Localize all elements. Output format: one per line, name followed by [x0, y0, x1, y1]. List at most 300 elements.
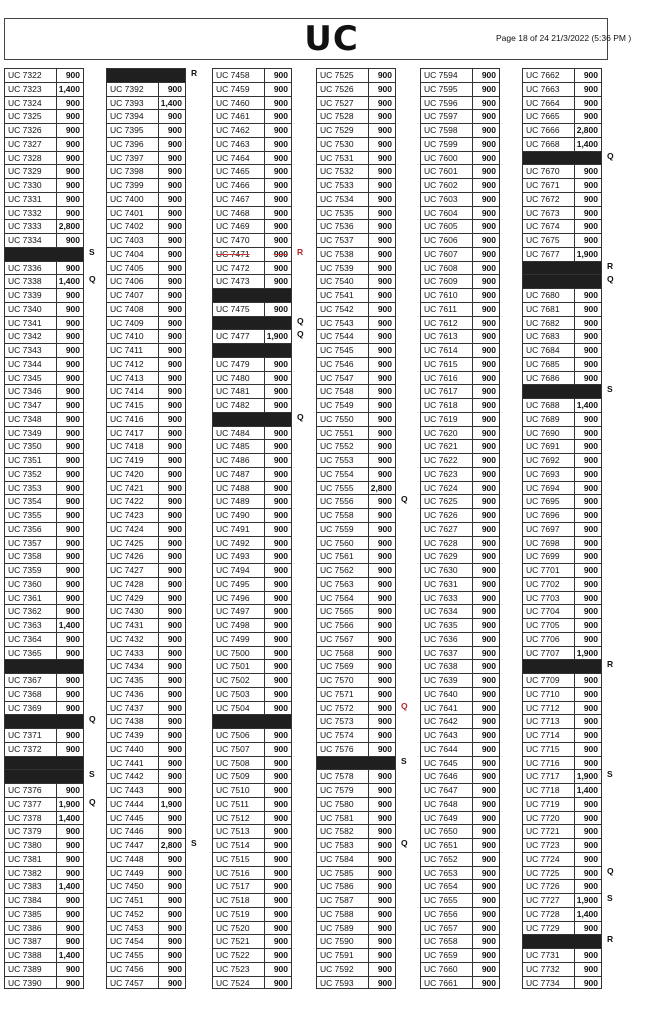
unit-value — [575, 152, 601, 165]
unit-code: UC 7571 — [317, 688, 369, 701]
status-mark: S — [191, 838, 197, 848]
table-row — [106, 274, 186, 288]
unit-code: UC 7613 — [421, 330, 473, 343]
unit-value — [57, 757, 83, 770]
table-row — [4, 206, 84, 220]
unit-code: UC 7605 — [421, 220, 473, 233]
unit-code: UC 7646 — [421, 770, 473, 783]
unit-code: UC 7585 — [317, 867, 369, 880]
table-row — [522, 522, 602, 536]
table-row — [316, 563, 396, 577]
blacked-out-row — [106, 68, 198, 82]
unit-value: 900 — [377, 331, 392, 342]
unit-code: UC 7513 — [213, 825, 265, 838]
unit-value: 900 — [65, 647, 80, 658]
unit-value: 900 — [583, 565, 598, 575]
unit-value: 900 — [583, 578, 598, 589]
table-row — [106, 522, 186, 536]
table-row — [420, 921, 500, 935]
unit-code: UC 7691 — [523, 440, 575, 453]
table-row — [420, 96, 500, 110]
unit-code: UC 7719 — [523, 798, 575, 811]
table-row — [4, 68, 84, 82]
unit-code: UC 7499 — [213, 633, 265, 646]
unit-code: UC 7530 — [317, 138, 369, 151]
unit-value: 900 — [273, 303, 288, 314]
unit-value: 900 — [377, 702, 392, 713]
table-row — [212, 659, 292, 673]
unit-value — [57, 660, 83, 673]
status-mark: Q — [297, 329, 304, 340]
unit-code: UC 7548 — [317, 385, 369, 398]
unit-value: 900 — [167, 551, 182, 562]
table-row — [212, 68, 292, 82]
unit-value: 900 — [583, 853, 598, 864]
unit-value: 900 — [481, 908, 496, 919]
table-row — [212, 701, 292, 715]
table-row — [212, 274, 292, 288]
unit-code: UC 7482 — [213, 399, 265, 412]
code-column — [4, 68, 96, 989]
unit-value — [57, 248, 83, 261]
table-row — [420, 659, 500, 673]
unit-value: 900 — [167, 853, 182, 864]
unit-code: UC 7590 — [317, 935, 369, 948]
table-row — [4, 962, 84, 976]
table-row — [4, 921, 84, 935]
unit-value: 900 — [377, 895, 392, 905]
table-row — [212, 673, 292, 687]
table-row — [420, 852, 500, 866]
table-row — [106, 82, 186, 96]
unit-value: 900 — [377, 688, 392, 699]
unit-code: UC 7364 — [5, 633, 57, 646]
unit-code: UC 7688 — [523, 399, 575, 412]
table-row — [4, 481, 84, 495]
table-row — [420, 811, 500, 825]
unit-value: 900 — [65, 606, 80, 617]
unit-value: 900 — [167, 936, 182, 947]
unit-value: 900 — [377, 138, 392, 149]
unit-value: 900 — [583, 826, 598, 837]
unit-value: 900 — [583, 840, 598, 850]
unit-code: UC 7336 — [5, 262, 57, 275]
unit-value — [57, 770, 83, 783]
table-row — [522, 426, 602, 440]
unit-value: 900 — [167, 647, 182, 658]
unit-code: UC 7608 — [421, 262, 473, 275]
table-row — [316, 811, 396, 825]
code-column — [316, 68, 408, 989]
unit-value: 900 — [481, 675, 496, 685]
unit-code: UC 7511 — [213, 798, 265, 811]
table-row — [4, 893, 84, 907]
unit-value: 900 — [273, 248, 288, 259]
table-row — [420, 714, 500, 728]
unit-code: UC 7540 — [317, 275, 369, 288]
unit-value: 900 — [377, 468, 392, 479]
unit-value: 900 — [377, 207, 392, 218]
unit-value: 900 — [273, 812, 288, 823]
unit-code: UC 7502 — [213, 674, 265, 687]
unit-code: UC 7430 — [107, 605, 159, 618]
unit-value: 900 — [583, 620, 598, 630]
unit-value: 900 — [65, 565, 80, 575]
unit-value: 900 — [481, 317, 496, 328]
unit-code: UC 7570 — [317, 674, 369, 687]
unit-code: UC 7497 — [213, 605, 265, 618]
unit-code: UC 7322 — [5, 69, 57, 82]
table-row — [420, 632, 500, 646]
unit-code: UC 7725 — [523, 867, 575, 880]
unit-value: 900 — [273, 482, 288, 493]
unit-code: UC 7466 — [213, 179, 265, 192]
unit-code: UC 7636 — [421, 633, 473, 646]
unit-value: 900 — [377, 97, 392, 108]
table-row — [106, 824, 186, 838]
unit-code: UC 7330 — [5, 179, 57, 192]
table-row — [106, 96, 186, 110]
unit-value: 1,400 — [576, 138, 598, 149]
unit-value: 900 — [583, 111, 598, 122]
unit-code: UC 7690 — [523, 427, 575, 440]
unit-value: 900 — [273, 372, 288, 383]
blacked-out-row — [522, 274, 614, 288]
table-row — [212, 824, 292, 838]
table-row — [420, 302, 500, 316]
table-row — [106, 412, 186, 426]
table-row — [212, 453, 292, 467]
unit-value: 900 — [583, 97, 598, 108]
table-row — [4, 151, 84, 165]
unit-code: UC 7403 — [107, 234, 159, 247]
unit-value: 900 — [167, 716, 182, 727]
unit-value: 900 — [377, 427, 392, 438]
unit-value: 900 — [167, 235, 182, 245]
table-row — [316, 536, 396, 550]
unit-code: UC 7471 — [213, 248, 265, 261]
status-mark: R — [297, 246, 304, 257]
blacked-out-row — [212, 315, 304, 330]
table-row — [316, 728, 396, 742]
table-row — [4, 371, 84, 385]
unit-value: 900 — [481, 372, 496, 383]
table-row — [212, 811, 292, 825]
blacked-out-row — [522, 150, 614, 165]
unit-value: 1,400 — [576, 785, 598, 795]
unit-value: 900 — [273, 661, 288, 672]
unit-value: 2,800 — [160, 840, 182, 850]
unit-code: UC 7393 — [107, 97, 159, 110]
table-row — [106, 371, 186, 385]
table-row — [212, 591, 292, 605]
unit-value: 900 — [377, 193, 392, 204]
table-row — [212, 246, 304, 261]
table-row — [212, 879, 292, 893]
table-row — [316, 742, 396, 756]
table-row — [4, 577, 84, 591]
unit-code — [107, 69, 159, 82]
table-row — [316, 357, 396, 371]
table-row — [4, 329, 84, 343]
table-row — [522, 467, 602, 481]
unit-value: 900 — [583, 207, 598, 218]
table-row — [522, 879, 602, 893]
table-row — [522, 563, 602, 577]
table-row — [4, 866, 84, 880]
unit-value: 900 — [273, 798, 288, 809]
unit-code: UC 7559 — [317, 523, 369, 536]
unit-code: UC 7343 — [5, 344, 57, 357]
unit-code: UC 7612 — [421, 317, 473, 330]
unit-code: UC 7655 — [421, 894, 473, 907]
unit-code: UC 7356 — [5, 523, 57, 536]
unit-value: 900 — [167, 152, 182, 163]
table-row — [4, 137, 84, 151]
table-row — [316, 907, 396, 921]
unit-value: 900 — [273, 592, 288, 603]
table-row — [316, 288, 396, 302]
unit-code: UC 7582 — [317, 825, 369, 838]
unit-code: UC 7479 — [213, 358, 265, 371]
unit-code: UC 7695 — [523, 495, 575, 508]
table-row — [4, 742, 84, 756]
unit-code: UC 7454 — [107, 935, 159, 948]
unit-code: UC 7523 — [213, 963, 265, 976]
unit-value: 900 — [273, 565, 288, 575]
status-mark: Q — [401, 700, 408, 711]
table-row — [212, 742, 292, 756]
unit-value: 900 — [167, 785, 182, 795]
unit-value: 900 — [481, 482, 496, 493]
unit-code — [523, 660, 575, 673]
unit-code: UC 7558 — [317, 509, 369, 522]
unit-value: 900 — [583, 455, 598, 465]
unit-code: UC 7631 — [421, 578, 473, 591]
unit-code: UC 7503 — [213, 688, 265, 701]
unit-value: 900 — [481, 606, 496, 617]
table-row — [522, 591, 602, 605]
table-row — [522, 219, 602, 233]
table-row — [212, 976, 292, 990]
table-row — [106, 247, 186, 261]
unit-value: 900 — [377, 633, 392, 644]
unit-code: UC 7628 — [421, 537, 473, 550]
unit-value: 900 — [583, 881, 598, 892]
table-row — [106, 659, 186, 673]
table-row — [420, 412, 500, 426]
unit-value: 900 — [273, 207, 288, 218]
unit-code: UC 7615 — [421, 358, 473, 371]
unit-code: UC 7350 — [5, 440, 57, 453]
unit-value: 900 — [167, 303, 182, 314]
unit-code: UC 7573 — [317, 715, 369, 728]
table-row — [522, 728, 602, 742]
table-row — [522, 439, 602, 453]
unit-value: 900 — [377, 950, 392, 960]
unit-value: 900 — [65, 592, 80, 603]
table-row — [106, 769, 186, 783]
unit-value: 900 — [65, 537, 80, 548]
table-row — [522, 769, 613, 783]
unit-value: 900 — [481, 950, 496, 960]
table-row — [522, 701, 602, 715]
unit-value: 900 — [583, 688, 598, 699]
unit-code: UC 7597 — [421, 110, 473, 123]
unit-value: 900 — [167, 565, 182, 575]
unit-code: UC 7550 — [317, 413, 369, 426]
unit-code: UC 7534 — [317, 193, 369, 206]
unit-value: 900 — [481, 345, 496, 355]
table-row — [420, 907, 500, 921]
table-row — [420, 178, 500, 192]
unit-code: UC 7475 — [213, 303, 265, 316]
unit-code: UC 7699 — [523, 550, 575, 563]
table-row — [316, 137, 396, 151]
table-row — [522, 673, 602, 687]
code-column — [212, 68, 304, 989]
unit-code: UC 7627 — [421, 523, 473, 536]
table-row — [4, 109, 84, 123]
unit-value: 900 — [481, 620, 496, 630]
table-row — [316, 673, 396, 687]
unit-value: 900 — [273, 950, 288, 960]
unit-code: UC 7463 — [213, 138, 265, 151]
table-row — [316, 371, 396, 385]
unit-value: 900 — [377, 345, 392, 355]
unit-code: UC 7361 — [5, 592, 57, 605]
unit-code: UC 7731 — [523, 949, 575, 962]
unit-value: 900 — [65, 235, 80, 245]
unit-code: UC 7342 — [5, 330, 57, 343]
unit-value: 1,400 — [576, 908, 598, 919]
unit-value: 900 — [273, 386, 288, 397]
unit-value: 900 — [583, 730, 598, 740]
unit-value: 900 — [167, 730, 182, 740]
unit-value: 900 — [167, 510, 182, 520]
unit-code: UC 7405 — [107, 262, 159, 275]
unit-code: UC 7592 — [317, 963, 369, 976]
unit-code: UC 7643 — [421, 729, 473, 742]
unit-code: UC 7576 — [317, 743, 369, 756]
table-row — [420, 701, 500, 715]
table-row — [106, 439, 186, 453]
unit-value: 900 — [273, 702, 288, 713]
table-row — [316, 467, 396, 481]
table-row — [212, 783, 292, 797]
unit-value: 2,800 — [576, 125, 598, 135]
unit-code: UC 7409 — [107, 317, 159, 330]
unit-code: UC 7485 — [213, 440, 265, 453]
unit-value — [575, 385, 601, 398]
unit-code: UC 7618 — [421, 399, 473, 412]
table-row — [106, 934, 186, 948]
unit-value: 900 — [377, 620, 392, 630]
unit-code: UC 7395 — [107, 124, 159, 137]
unit-value: 900 — [481, 262, 496, 273]
unit-code: UC 7435 — [107, 674, 159, 687]
unit-value: 900 — [583, 427, 598, 438]
unit-code: UC 7431 — [107, 619, 159, 632]
unit-code: UC 7399 — [107, 179, 159, 192]
table-row — [4, 82, 84, 96]
table-row — [4, 412, 84, 426]
unit-code: UC 7727 — [523, 894, 575, 907]
unit-code: UC 7352 — [5, 468, 57, 481]
unit-code: UC 7383 — [5, 880, 57, 893]
unit-code: UC 7515 — [213, 853, 265, 866]
unit-value: 900 — [167, 358, 182, 369]
table-row — [4, 453, 84, 467]
unit-code: UC 7404 — [107, 248, 159, 261]
table-row — [522, 82, 602, 96]
table-row — [522, 838, 602, 852]
unit-value: 900 — [273, 441, 288, 452]
unit-code: UC 7709 — [523, 674, 575, 687]
unit-value: 900 — [65, 523, 80, 534]
unit-code: UC 7728 — [523, 908, 575, 921]
unit-code: UC 7555 — [317, 482, 369, 495]
table-row — [106, 742, 186, 756]
table-row — [420, 453, 500, 467]
page-info: Page 18 of 24 21/3/2022 (5:36 PM ) — [496, 33, 632, 43]
unit-code: UC 7661 — [421, 977, 473, 989]
unit-value: 900 — [481, 812, 496, 823]
unit-value: 900 — [65, 138, 80, 149]
unit-value: 900 — [167, 977, 182, 988]
table-row — [212, 934, 292, 948]
unit-value: 900 — [273, 620, 288, 630]
unit-code — [523, 152, 575, 165]
unit-code: UC 7607 — [421, 248, 473, 261]
unit-code: UC 7451 — [107, 894, 159, 907]
table-row — [316, 206, 396, 220]
table-row — [316, 508, 396, 522]
unit-code: UC 7720 — [523, 812, 575, 825]
status-mark: Q — [607, 274, 614, 285]
unit-code: UC 7716 — [523, 757, 575, 770]
unit-code: UC 7684 — [523, 344, 575, 357]
table-row — [316, 659, 396, 673]
unit-value: 900 — [377, 936, 392, 947]
unit-value — [575, 935, 601, 948]
table-row — [106, 701, 186, 715]
table-row — [522, 206, 602, 220]
unit-code: UC 7586 — [317, 880, 369, 893]
unit-value: 900 — [377, 867, 392, 878]
unit-code: UC 7348 — [5, 413, 57, 426]
table-row — [106, 219, 186, 233]
table-row — [316, 522, 396, 536]
unit-value: 900 — [583, 757, 598, 768]
unit-code: UC 7410 — [107, 330, 159, 343]
blacked-out-row — [212, 714, 292, 728]
unit-code: UC 7587 — [317, 894, 369, 907]
unit-value: 900 — [481, 207, 496, 218]
table-row — [522, 646, 602, 660]
unit-code: UC 7426 — [107, 550, 159, 563]
status-mark: Q — [607, 865, 614, 876]
unit-value: 900 — [273, 83, 288, 94]
unit-code: UC 7656 — [421, 908, 473, 921]
table-row — [316, 302, 396, 316]
unit-code: UC 7424 — [107, 523, 159, 536]
unit-code: UC 7357 — [5, 537, 57, 550]
unit-value: 900 — [167, 427, 182, 438]
table-row — [420, 604, 500, 618]
table-row — [212, 549, 292, 563]
unit-code: UC 7344 — [5, 358, 57, 371]
